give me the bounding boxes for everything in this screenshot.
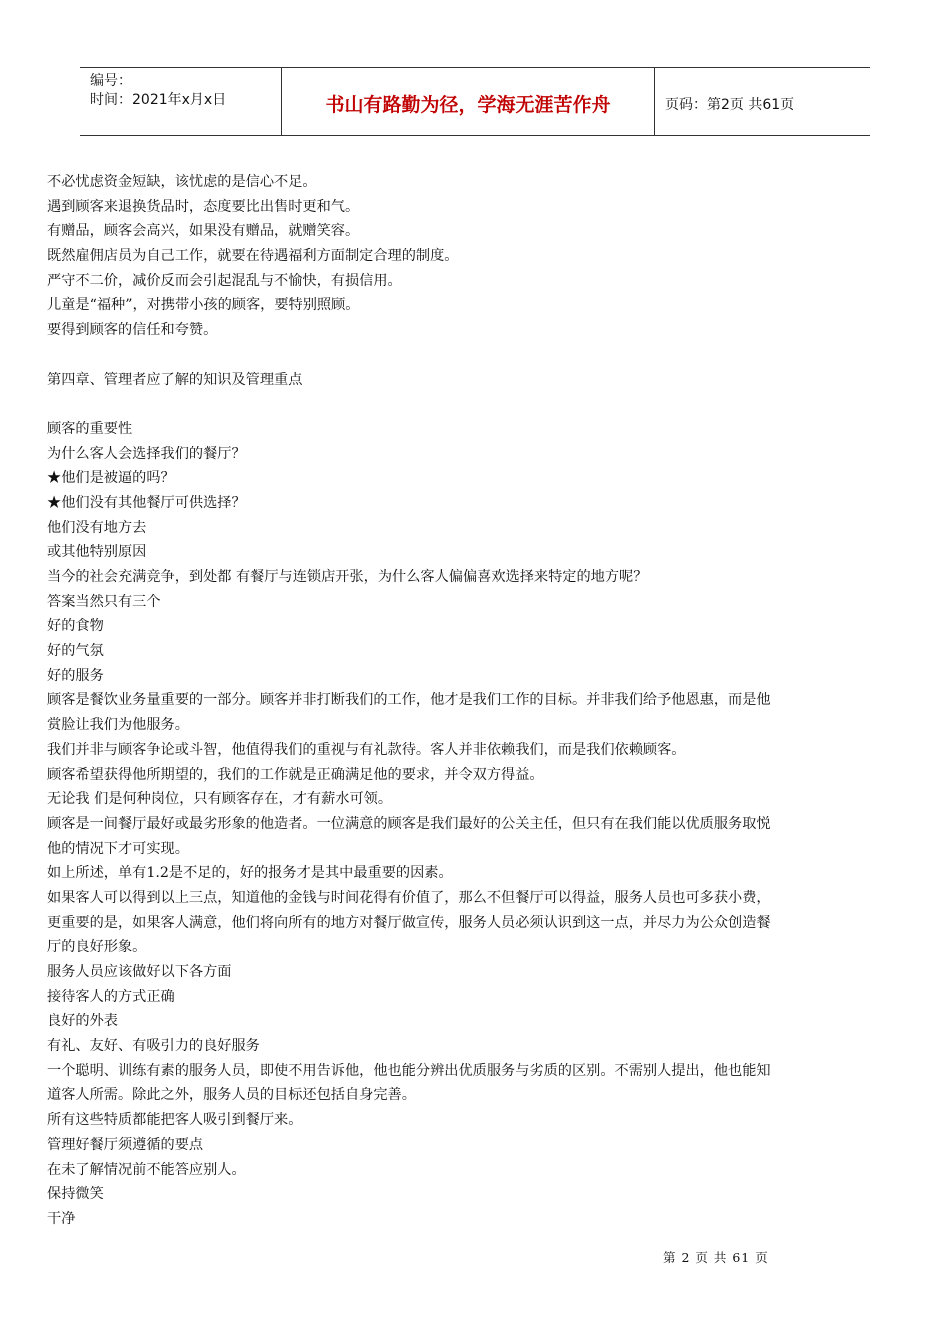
text-line: 如果客人可以得到以上三点，知道他的金钱与时间花得有价值了，那么不但餐厅可以得益，服务人员也可多获小费， (47, 889, 771, 906)
text-line: 服务人员应该做好以下各方面 (47, 964, 232, 980)
text-line: 接待客人的方式正确 (47, 988, 175, 1005)
text-line: 无论我 们是何种岗位，只有顾客存在，才有薪水可领。 (47, 791, 393, 808)
text-line: 更重要的是，如果客人满意，他们将向所有的地方对餐厅做宣传，服务人员必须认识到这一点，并尽力为公众创造餐 (47, 914, 771, 931)
header-meta (80, 68, 282, 135)
text-line: 厅的良好形象。 (47, 939, 147, 956)
text-line: 顾客是餐饮业务量重要的一部分。顾客并非打断我们的工作，他才是我们工作的目标。并非我们给予他恩惠，而是他 (47, 692, 771, 709)
blank-line (47, 343, 907, 368)
text-line: 所有这些特质都能把客人吸引到餐厅来。 (47, 1112, 303, 1129)
text-line: 答案当然只有三个 (47, 593, 161, 610)
text-line: 当今的社会充满竞争，到处都 有餐厅与连锁店开张，为什么客人偏偏喜欢选择来特定的地方呢？ (47, 569, 648, 585)
text-line: ★他们没有其他餐厅可供选择？ (47, 494, 246, 511)
text-line: 儿童是“福种”，对携带小孩的顾客，要特别照顾。 (47, 297, 360, 314)
text-line: 在未了解情况前不能答应别人。 (47, 1161, 246, 1178)
text-line: 顾客希望获得他所期望的，我们的工作就是正确满足他的要求，并令双方得益。 (47, 766, 544, 783)
text-line: 赏脸让我们为他服务。 (47, 717, 189, 734)
header-page-info: 页码：第2页 共61页 (665, 96, 795, 113)
header-motto: 书山有路勤为径，学海无涯苦作舟 (282, 68, 655, 135)
page-footer: 第 2 页 共 61 页 (663, 1250, 769, 1265)
text-line: 好的气氛 (47, 643, 104, 660)
text-line: 如上所述，单有1.2是不足的，好的报务才是其中最重要的因素。 (47, 865, 453, 882)
text-line: 既然雇佣店员为自己工作，就要在待遇福利方面制定合理的制度。 (47, 248, 459, 265)
text-line: 管理好餐厅须遵循的要点 (47, 1136, 204, 1153)
text-line: 有赠品，顾客会高兴，如果没有赠品，就赠笑容。 (47, 223, 360, 240)
text-line: 遇到顾客来退换货品时，态度要比出售时更和气。 (47, 198, 360, 215)
text-line: 他的情况下才可实现。 (47, 840, 189, 857)
text-line: 我们并非与顾客争论或斗智，他值得我们的重视与有礼款待。客人并非依赖我们，而是我们依赖顾客。 (47, 741, 686, 758)
text-line: 有礼、友好、有吸引力的良好服务 (47, 1038, 260, 1055)
text-line: 或其他特别原因 (47, 544, 147, 561)
text-line: 要得到顾客的信任和夸赞。 (47, 322, 218, 339)
text-line: 顾客的重要性 (47, 420, 133, 437)
text-line: 道客人所需。除此之外，服务人员的目标还包括自身完善。 (47, 1087, 416, 1104)
text-line: 他们没有地方去 (47, 519, 147, 536)
text-line: 为什么客人会选择我们的餐厅？ (47, 445, 246, 462)
text-line: 好的服务 (47, 667, 104, 684)
page-header (80, 67, 870, 136)
blank-line (47, 392, 907, 417)
text-line: 良好的外表 (47, 1013, 118, 1030)
text-line: ★他们是被逼的吗？ (47, 470, 175, 487)
text-line: 保持微笑 (47, 1186, 104, 1203)
text-line: 顾客是一间餐厅最好或最劣形象的他造者。一位满意的顾客是我们最好的公关主任，但只有在我们能以优质服务取悦 (47, 815, 771, 832)
document-number-label: 编号： (90, 73, 132, 89)
document-date: 时间：2021年x月x日 (90, 92, 227, 108)
text-line: 严守不二价，减价反而会引起混乱与不愉快，有损信用。 (47, 272, 402, 289)
text-line: 干净 (47, 1210, 76, 1227)
text-line: 好的食物 (47, 618, 104, 635)
text-line: 一个聪明、训练有素的服务人员，即使不用告诉他，他也能分辨出优质服务与劣质的区别。不需别人提出，他也能知 (47, 1062, 771, 1079)
text-line: 不必忧虑资金短缺，该忧虑的是信心不足。 (47, 174, 317, 190)
text-line: 第四章、管理者应了解的知识及管理重点 (47, 371, 303, 388)
document-body (47, 170, 907, 1232)
